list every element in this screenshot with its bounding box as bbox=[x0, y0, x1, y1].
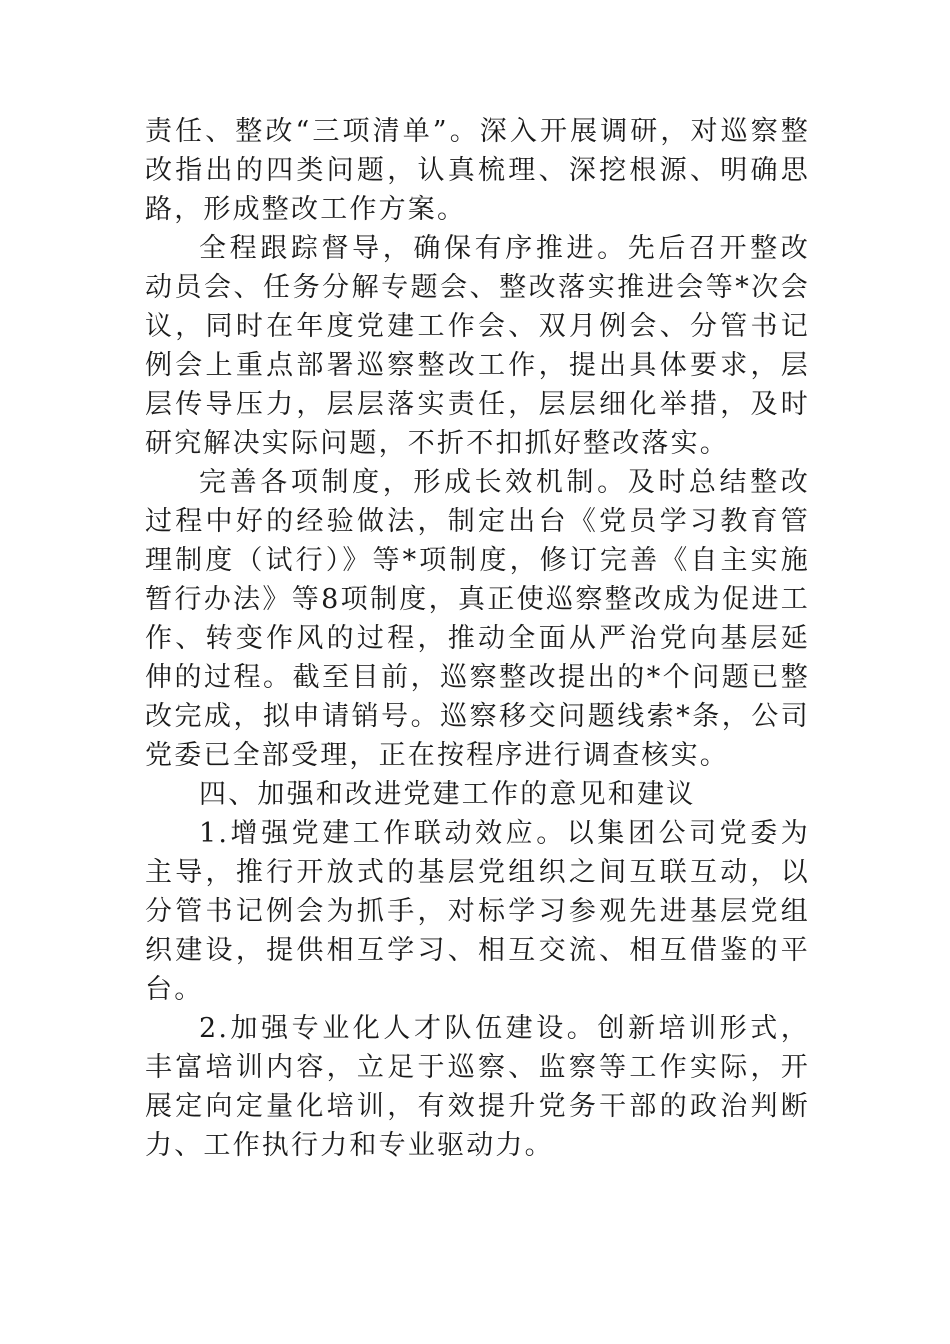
suggestion-item-2: 2.加强专业化人才队伍建设。创新培训形式，丰富培训内容，立足于巡察、监察等工作实际，开展定向定量化培训，有效提升党务干部的政治判断力、工作执行力和专业驱动力。 bbox=[145, 1013, 810, 1161]
suggestion-item-1: 1.增强党建工作联动效应。以集团公司党委为主导，推行开放式的基层党组织之间互联互动，以分管书记例会为抓手，对标学习参观先进基层党组织建设，提供相互学习、相互交流、相互借鉴的平台。 bbox=[145, 818, 810, 1005]
paragraph-supervision: 全程跟踪督导，确保有序推进。先后召开整改动员会、任务分解专题会、整改落实推进会等*次会议，同时在年度党建工作会、双月例会、分管书记例会上重点部署巡察整改工作，提出具体要求，层层传导压力，层层落实责任，层层细化举措，及时研究解决实际问题，不折不扣抓好整改落实。 bbox=[145, 233, 810, 459]
paragraph-continuation: 责任、整改“三项清单”。深入开展调研，对巡察整改指出的四类问题，认真梳理、深挖根源、明确思路，形成整改工作方案。 bbox=[145, 116, 810, 225]
paragraph-systems: 完善各项制度，形成长效机制。及时总结整改过程中好的经验做法，制定出台《党员学习教育管理制度（试行）》等*项制度，修订完善《自主实施暂行办法》等8项制度，真正使巡察整改成为促进工作、转变作风的过程，推动全面从严治党向基层延伸的过程。截至目前，巡察整改提出的*个问题已整改完成，拟申请销号。巡察移交问题线索*条，公司党委已全部受理，正在按程序进行调查核实。 bbox=[145, 467, 810, 771]
section-heading: 四、加强和改进党建工作的意见和建议 bbox=[199, 779, 696, 810]
document-body bbox=[145, 112, 810, 1165]
